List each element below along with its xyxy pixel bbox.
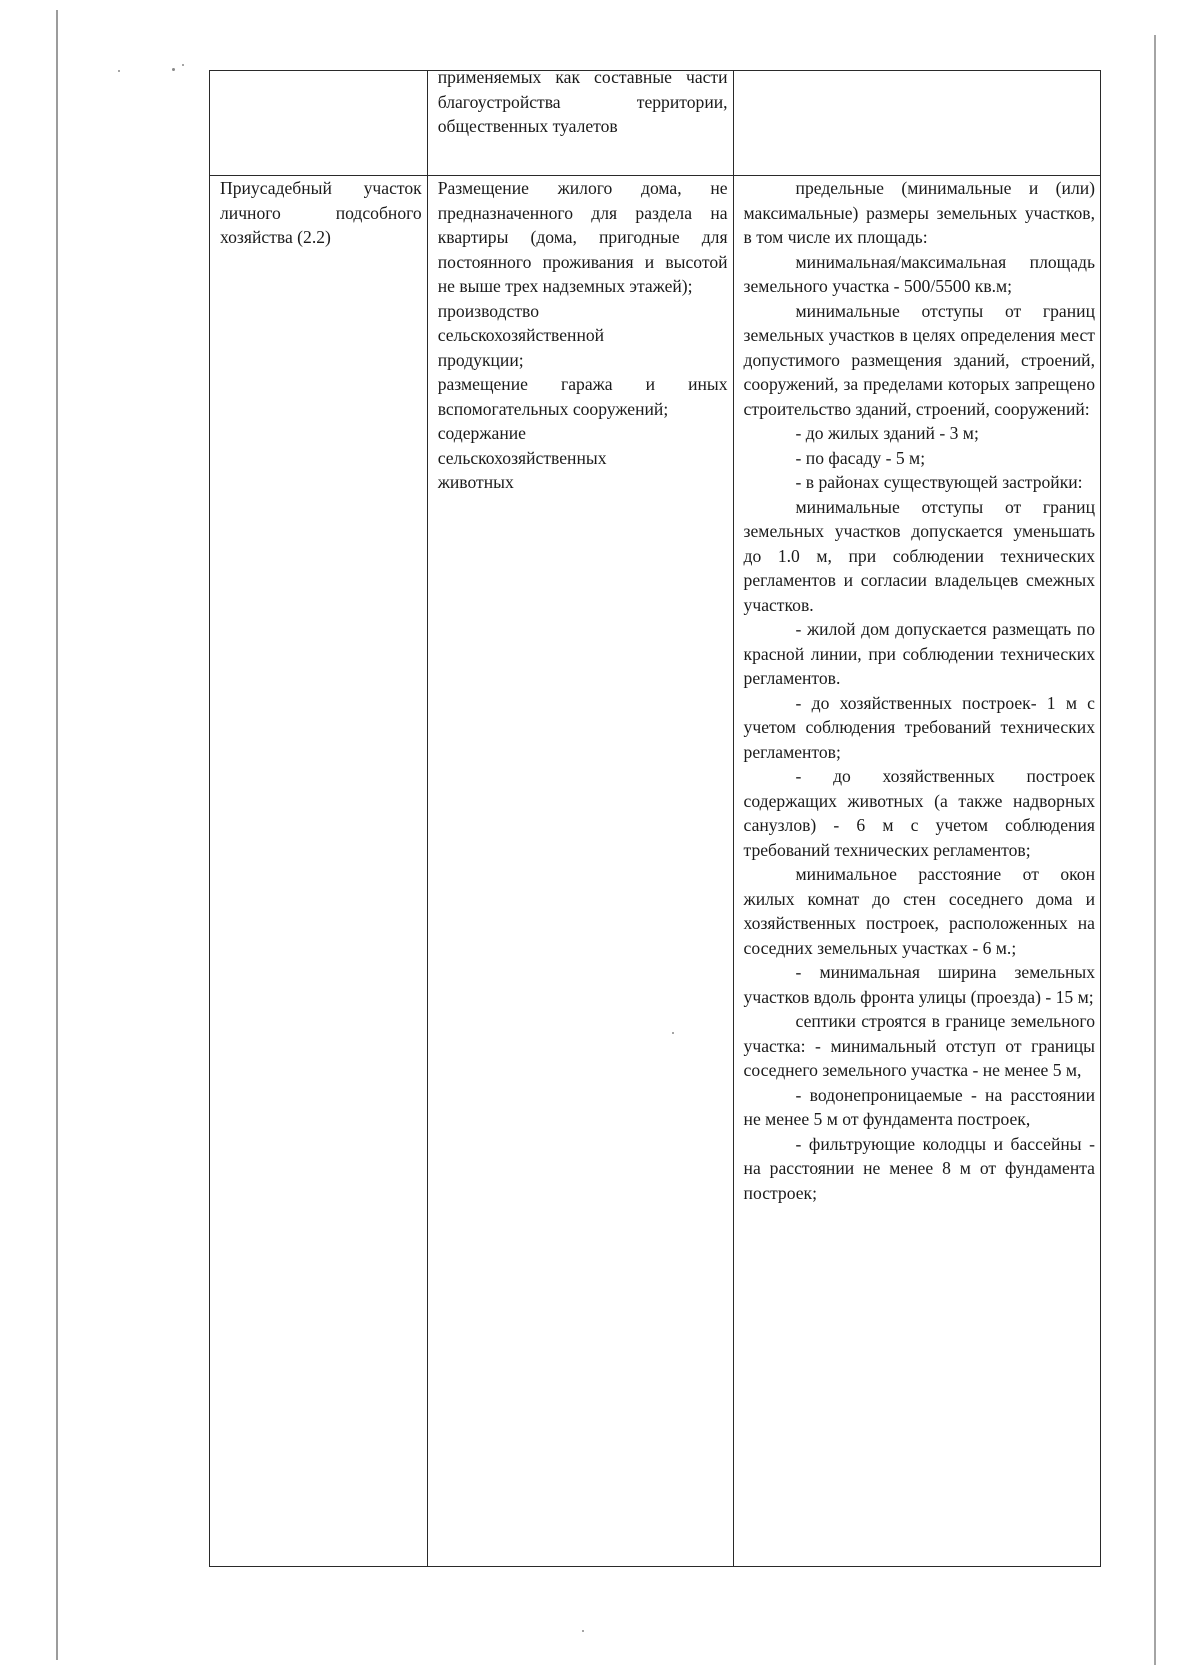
description-line: производство сельскохозяйственной продукции;: [437, 300, 605, 370]
param-paragraph: минимальная/максимальная площадь земельного участка - 500/5500 кв.м;: [743, 251, 1095, 296]
scan-speck: [182, 64, 184, 66]
param-paragraph: - жилой дом допускается размещать по красной линии, при соблюдении технических регламентов.: [743, 619, 1095, 688]
table-row-household-plot: [210, 176, 1101, 1567]
cell-use-description: [427, 67, 733, 176]
scan-margin-line-left: [56, 10, 58, 1660]
cell-parameters: [733, 71, 1100, 176]
cell-use-type: [210, 71, 428, 176]
cell-use-type: [210, 176, 428, 1567]
table-row-continuation: [210, 71, 1101, 176]
param-paragraph: - в районах существующей застройки:: [795, 472, 1083, 492]
param-paragraph: - до хозяйственных построек- 1 м с учетом соблюдения требований технических регламентов;: [743, 692, 1095, 762]
scan-speck: [118, 70, 120, 72]
use-type-name: Приусадебный участок личного подсобного хозяйства (2.2): [220, 178, 422, 247]
cell-use-description: [427, 176, 733, 1567]
param-paragraph: минимальные отступы от границ земельных участков в целях определения мест допустимого размещения зданий, строений, сооружений, за пределами которых запрещено строительство зданий, строений, сооружений:: [743, 300, 1095, 419]
param-paragraph: - минимальная ширина земельных участков вдоль фронта улицы (проезда) - 15 м;: [743, 962, 1095, 1007]
param-paragraph: - фильтрующие колодцы и бассейны - на расстоянии не менее 8 м от фундамента построек;: [743, 1133, 1095, 1203]
param-paragraph: септики строятся в границе земельного участка: - минимальный отступ от границы соседнего земельного участка - не менее 5 м,: [743, 1011, 1095, 1080]
description-line: Размещение жилого дома, не предназначенного для раздела на квартиры (дома, пригодные для постоянного проживания и высотой не выше трех надземных этажей);: [437, 178, 728, 296]
param-paragraph: минимальные отступы от границ земельных участков допускается уменьшать до 1.0 м, при соблюдении технических регламентов и согласии владельцев смежных участков.: [743, 496, 1095, 615]
param-paragraph: минимальное расстояние от окон жилых комнат до стен соседнего дома и хозяйственных построек, расположенных на соседних земельных участках - 6 м.;: [743, 864, 1095, 958]
param-paragraph: предельные (минимальные и (или) максимальные) размеры земельных участков, в том числе их площадь:: [743, 178, 1095, 247]
zoning-regulations-table: [209, 67, 1101, 1567]
scan-speck: [582, 1630, 584, 1632]
cell-text: применяемых как составные части благоустройства территории, общественных туалетов: [437, 67, 728, 136]
scan-margin-line-right: [1154, 35, 1156, 1665]
cell-parameters: [733, 176, 1100, 1567]
description-line: содержание сельскохозяйственных животных: [437, 423, 607, 492]
param-paragraph: - до хозяйственных построек содержащих животных (а также надворных санузлов) - 6 м с учетом соблюдения требований технических регламентов;: [743, 766, 1095, 860]
param-paragraph: - водонепроницаемые - на расстоянии не менее 5 м от фундамента построек,: [743, 1084, 1095, 1129]
param-paragraph: - до жилых зданий - 3 м;: [795, 423, 979, 443]
description-line: размещение гаража и иных вспомогательных сооружений;: [437, 374, 728, 419]
param-paragraph: - по фасаду - 5 м;: [795, 447, 926, 468]
scan-speck: [172, 68, 175, 71]
